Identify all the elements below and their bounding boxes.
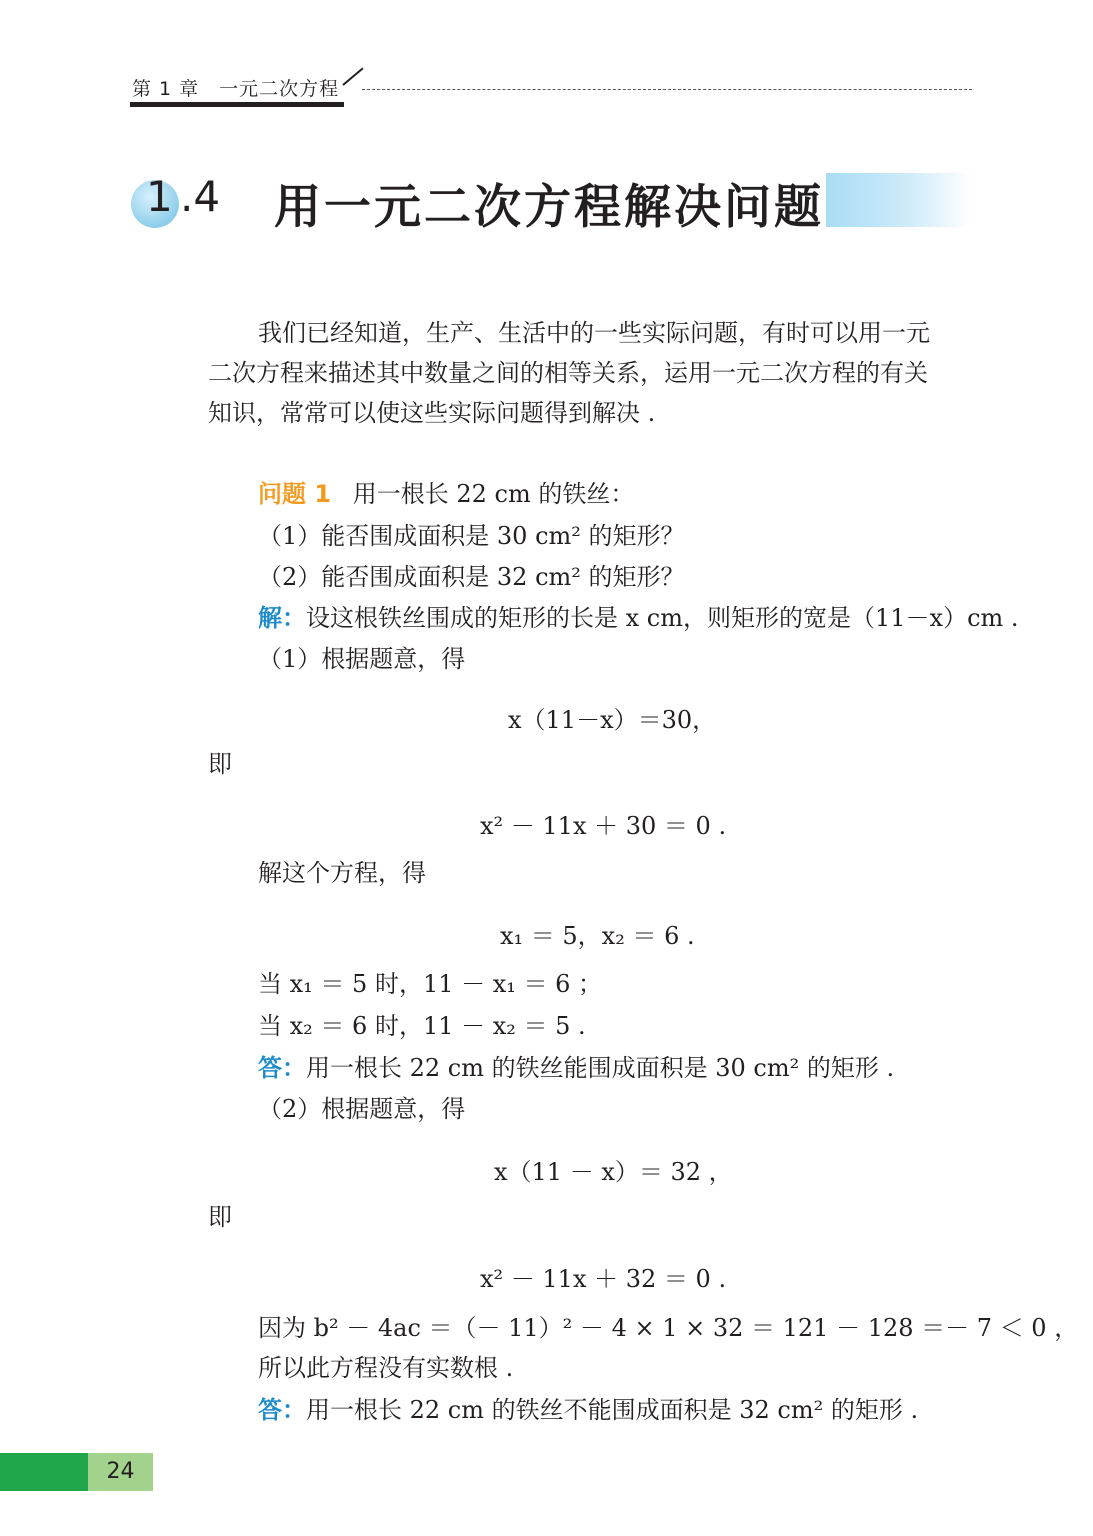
solution-label: 解： <box>258 604 306 632</box>
answer-label-1: 答： <box>258 1054 306 1082</box>
problem-text: 用一根长 22 cm 的铁丝： <box>352 480 635 508</box>
case-line-1: 当 x₁ ＝ 5 时，11 － x₁ ＝ 6 ； <box>258 970 603 998</box>
footer-green-block <box>0 1453 88 1491</box>
solve-text: 解这个方程，得 <box>258 859 426 887</box>
chapter-header: 第 1 章 一元二次方程 <box>132 78 340 100</box>
equation-1: x（11－x）＝30， <box>508 706 717 734</box>
answer-text-2: 用一根长 22 cm 的铁丝不能围成面积是 32 cm² 的矩形 . <box>306 1396 919 1424</box>
header-dashed-line <box>362 89 972 90</box>
conclusion-line: 所以此方程没有实数根 . <box>258 1354 514 1382</box>
case-line-2: 当 x₂ ＝ 6 时，11 － x₂ ＝ 5 . <box>258 1012 586 1040</box>
equation-4: x（11 － x）＝ 32 ， <box>494 1158 733 1186</box>
answer-text-1: 用一根长 22 cm 的铁丝能围成面积是 30 cm² 的矩形 . <box>306 1054 895 1082</box>
problem-line <box>258 474 634 515</box>
equation-2: x² － 11x ＋ 30 ＝ 0 . <box>480 812 727 840</box>
part2-heading: （2）根据题意，得 <box>258 1095 466 1123</box>
intro-line-2: 二次方程来描述其中数量之间的相等关系，运用一元二次方程的有关 <box>208 359 928 387</box>
answer-line-1 <box>258 1048 894 1089</box>
section-title: 用一元二次方程解决问题 <box>274 180 824 235</box>
question-1: （1）能否围成面积是 30 cm² 的矩形？ <box>258 522 685 550</box>
solution-line <box>258 598 1019 639</box>
equation-5: x² － 11x ＋ 32 ＝ 0 . <box>480 1265 727 1293</box>
answer-line-2 <box>258 1390 918 1431</box>
intro-line-3: 知识，常常可以使这些实际问题得到解决 . <box>208 399 656 427</box>
intro-line-1: 我们已经知道，生产、生活中的一些实际问题，有时可以用一元 <box>258 319 930 347</box>
solution-text: 设这根铁丝围成的矩形的长是 x cm，则矩形的宽是（11－x）cm . <box>306 604 1019 632</box>
header-slash <box>342 68 363 86</box>
question-2: （2）能否围成面积是 32 cm² 的矩形？ <box>258 563 685 591</box>
page-number: 24 <box>88 1453 153 1491</box>
section-number-minor: .4 <box>180 172 221 221</box>
header-underline <box>130 102 344 107</box>
problem-label: 问题 1 <box>258 480 332 508</box>
part1-heading: （1）根据题意，得 <box>258 645 466 673</box>
section-number-major: 1 <box>146 172 173 221</box>
ji-label-1: 即 <box>208 750 232 778</box>
ji-label-2: 即 <box>208 1203 232 1231</box>
discriminant-line: 因为 b² － 4ac ＝（－ 11）² － 4 × 1 × 32 ＝ 121 － 128 ＝－ 7 ＜ 0 ， <box>258 1314 1079 1342</box>
title-gradient-band <box>826 173 972 227</box>
answer-label-2: 答： <box>258 1396 306 1424</box>
equation-3: x₁ ＝ 5，x₂ ＝ 6 . <box>500 922 695 950</box>
